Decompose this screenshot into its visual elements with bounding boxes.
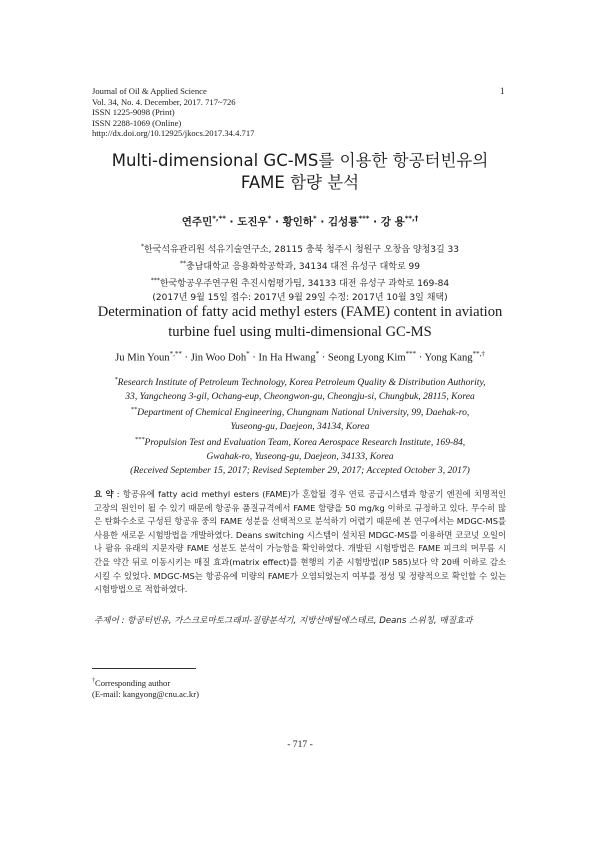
abstract <box>94 488 506 597</box>
affiliation-line <box>0 274 600 291</box>
corresponding-email[interactable]: (E-mail: kangyong@cnu.ac.kr) <box>92 689 199 700</box>
author-mark: *** <box>405 350 417 358</box>
author-name: Ju Min Youn <box>115 352 170 364</box>
affiliation-mark: * <box>141 243 144 250</box>
author-separator: · <box>316 216 329 228</box>
affiliation-mark: * <box>114 376 118 383</box>
author-mark: *,** <box>212 214 226 223</box>
author-name: 황인하 <box>282 216 314 228</box>
abstract-label: 요 약 <box>94 489 114 499</box>
author-name: 연주민 <box>181 216 213 228</box>
affiliation-text: Research Institute of Petroleum Technology, Korea Petroleum Quality & Distribution Authority, <box>117 377 486 389</box>
korean-affiliations <box>0 240 600 305</box>
author-mark: * <box>267 214 272 223</box>
author-name: 도진우 <box>237 216 268 228</box>
author-mark: * <box>315 350 320 358</box>
english-title-line1: Determination of fatty acid methyl esters (FAME) content in aviation <box>97 304 503 320</box>
english-affiliations <box>0 373 600 477</box>
issn-online: ISSN 2288-1069 (Online) <box>92 117 182 128</box>
affiliation-line <box>0 403 600 420</box>
affiliation-mark: *** <box>134 436 145 444</box>
affiliation-mark: ** <box>180 260 186 268</box>
affiliation-line: Gwahak-ro, Yuseong-gu, Daejeon, 34133, Korea <box>206 451 394 463</box>
author-name: 강 용 <box>380 216 405 228</box>
keywords: 주제어 : 항공터빈유, 가스크로마토그래피-질량분석기, 지방산메틸에스테르, Deans 스위칭, 매질효과 <box>94 616 473 626</box>
author-name: Seong Lyong Kim <box>327 352 406 364</box>
affiliation-mark: ** <box>130 406 138 414</box>
affiliation-text: Propulsion Test and Evaluation Team, Korea Aerospace Research Institute, 169-84, <box>144 437 466 449</box>
doi-link[interactable]: http://dx.doi.org/10.12925/jkocs.2017.34.4.717 <box>92 128 255 139</box>
footer-page-number: - 717 - <box>287 739 313 750</box>
author-separator: · <box>181 352 191 364</box>
korean-title <box>0 150 600 194</box>
affiliation-line <box>0 373 600 390</box>
korean-title-line2: FAME 함량 분석 <box>240 173 360 192</box>
author-separator: · <box>249 352 259 364</box>
journal-name: Journal of Oil & Applied Science <box>92 86 207 96</box>
affiliation-line: Yuseong-gu, Daejeon, 34134, Korea <box>230 420 370 432</box>
author-name: Jin Woo Doh <box>190 352 247 364</box>
header-page-number: 1 <box>500 86 505 96</box>
english-title <box>0 302 600 342</box>
author-separator: · <box>271 216 283 228</box>
affiliation-text: 한국항공우주연구원 추진시험평가팀, 34133 대전 유성구 과학로 169-84 <box>159 279 450 290</box>
footnote-mark: † <box>92 678 95 684</box>
korean-dates: (2017년 9월 15일 접수: 2017년 9월 29일 수정: 2017년 10월 3일 채택) <box>152 292 448 303</box>
affiliation-text: 충남대학교 응용화학공학과, 34134 대전 유성구 대학로 99 <box>186 262 420 273</box>
author-name: 김성룡 <box>328 216 359 228</box>
issn-print: ISSN 1225-9098 (Print) <box>92 107 175 118</box>
author-name: Yong Kang <box>424 352 473 364</box>
english-title-line2: turbine fuel using multi-dimensional GC-MS <box>168 324 432 340</box>
journal-header <box>92 86 532 139</box>
affiliation-line <box>0 240 600 257</box>
english-dates: (Received September 15, 2017; Revised September 29, 2017; Accepted October 3, 2017) <box>130 464 470 476</box>
affiliation-mark: *** <box>150 277 160 285</box>
affiliation-text: 한국석유관리원 석유기술연구소, 28115 충북 청주시 청원구 오창읍 양청3길 33 <box>144 245 459 255</box>
footnote <box>92 676 199 701</box>
author-separator: · <box>319 352 328 364</box>
author-mark: * <box>246 350 250 358</box>
journal-volume: Vol. 34, No. 4. December, 2017. 717~726 <box>92 96 236 107</box>
korean-title-line1: Multi-dimensional GC-MS를 이용한 항공터빈유의 <box>111 151 489 170</box>
affiliation-line <box>0 257 600 274</box>
affiliation-text: Department of Chemical Engineering, Chungnam National University, 99, Daehak-ro, <box>137 407 470 419</box>
author-name: In Ha Hwang <box>258 352 316 364</box>
author-mark: *,** <box>169 350 182 358</box>
author-mark: *** <box>358 214 370 223</box>
footnote-divider <box>92 668 196 669</box>
korean-authors <box>0 214 600 229</box>
affiliation-line <box>0 433 600 450</box>
author-separator: · <box>225 216 238 228</box>
author-separator: · <box>416 352 425 364</box>
author-separator: · <box>369 216 381 228</box>
abstract-text: : 항공유에 fatty acid methyl esters (FAME)가 혼합될 경우 연료 공급시스템과 항공기 엔진에 치명적인 고장의 원인이 될 수 있기 때문에 항공유 품질규격에서 FAME 함량을 50 mg/kg 이하로 규정하고 있다. 무수히 많은 탄화수소로 구성된 항공유 중의 FAME 성분을 선택적으로 분석하기 어렵기 때문에 본 연구에서는 MDGC-MS를 사용한 새로운 시험방법을 개발하였다. Deans switching 시스템이 설치된 MDGC-MS를 이용하면 코코넛 오일이나 팜유 유래의 지문자량 FAME 성분도 분석이 가능함을 확인하였다. 개발된 시험방법은 FAME 피크의 머무름 시간을 약간 뒤로 이동시키는 매질 효과(matrix effect)를 현행의 기준 시험방법(IP 585)보다 약 20배 이하로 감소시킬 수 있었다. MDGC-MS는 항공유에 미량의 FAME가 오염되었는지 여부를 정성 및 정량적으로 확인할 수 있는 시험방법으로 적합하였다. <box>94 489 506 595</box>
affiliation-line: 33, Yangcheong 3-gil, Ochang-eup, Cheongwon-gu, Cheongju-si, Chungbuk, 28115, Korea <box>125 390 475 402</box>
author-mark: **,† <box>404 214 419 223</box>
author-mark: **,† <box>472 350 485 358</box>
footnote-text: Corresponding author <box>95 677 171 688</box>
author-mark: * <box>313 214 317 223</box>
english-authors <box>0 350 600 364</box>
